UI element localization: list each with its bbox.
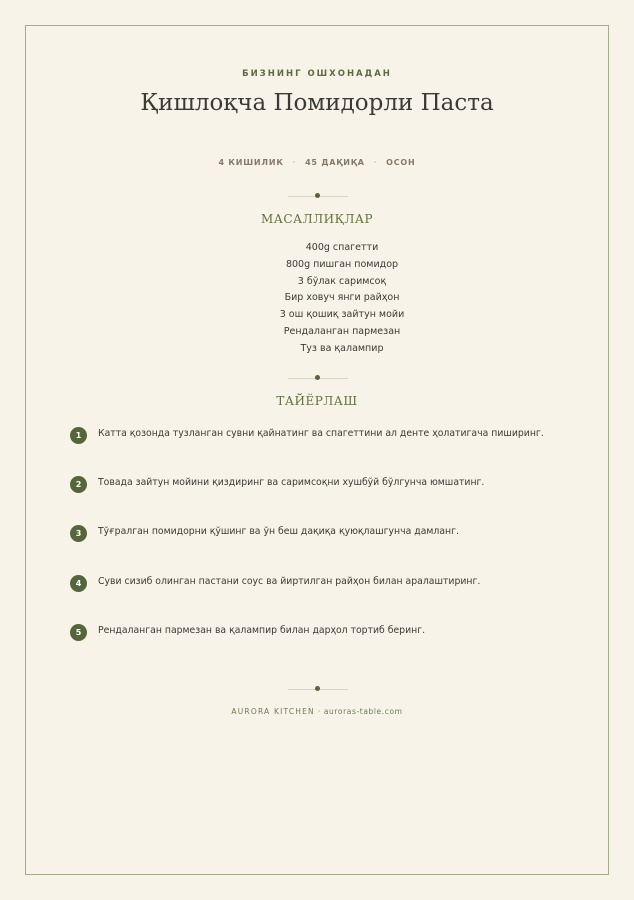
ingredient-item: Бир ховуч янги райҳон (284, 292, 400, 304)
divider-dot (315, 686, 320, 691)
divider-dot (315, 193, 320, 198)
step-number-badge: 1 (70, 427, 87, 444)
step-number-badge: 3 (70, 525, 87, 542)
meta-separator: · (292, 158, 297, 167)
step-text: Катта қозонда тузланган сувни қайнатинг ва спагеттини ал денте ҳолатигача пиширинг. (98, 428, 544, 439)
ornament-divider (288, 193, 348, 200)
method-steps (70, 426, 590, 672)
method-step (70, 426, 590, 475)
ornament-divider (288, 375, 348, 382)
divider-dot (315, 375, 320, 380)
ingredient-item: 800g пишган помидор (285, 258, 399, 270)
method-step (70, 524, 590, 573)
difficulty-info: ОСОН (386, 158, 416, 167)
step-text: Тўғралган помидорни қўшинг ва ўн беш дақиқа қуюқлашгунча дамланг. (98, 526, 459, 538)
step-number-badge: 5 (70, 624, 87, 641)
footer-brand: AURORA KITCHEN (231, 707, 315, 716)
ingredient-item: 3 бўлак саримсоқ (297, 275, 387, 287)
servings-info: 4 КИШИЛИК (218, 158, 284, 167)
footer (0, 707, 634, 716)
recipe-title: Қишлоқча Помидорли Паста (140, 90, 494, 116)
ingredient-item: 3 ош қошиқ зайтун мойи (279, 309, 405, 321)
eyebrow-label: БИЗНИНГ ОШХОНАДАН (242, 69, 392, 79)
method-step (70, 623, 590, 672)
ingredient-item: Рендаланган пармезан (283, 325, 401, 337)
step-number-badge: 2 (70, 476, 87, 493)
ingredient-item: Туз ва қалампир (300, 342, 384, 354)
step-text: Рендаланган пармезан ва қалампир билан дарҳол тортиб беринг. (98, 624, 426, 636)
step-number-badge: 4 (70, 575, 87, 592)
step-text: Товада зайтун мойини қиздиринг ва саримсоқни хушбўй бўлгунча юмшатинг. (98, 477, 485, 489)
method-heading: ТАЙЁРЛАШ (276, 394, 358, 408)
footer-separator: · (317, 707, 321, 716)
ingredients-list (0, 240, 634, 358)
time-info: 45 ДАҚИҚА (305, 158, 365, 167)
ingredient-item: 400g спагетти (305, 242, 379, 253)
recipe-meta (0, 158, 634, 167)
ingredients-heading: МАСАЛЛИҚЛАР (260, 212, 374, 226)
ornament-divider (288, 686, 348, 693)
method-step (70, 574, 590, 623)
step-text: Суви сизиб олинган пастани соус ва йиртилган райҳон билан аралаштиринг. (98, 575, 481, 587)
method-step (70, 475, 590, 524)
footer-website-link[interactable]: auroras-table.com (323, 707, 403, 716)
meta-separator: · (373, 158, 378, 167)
